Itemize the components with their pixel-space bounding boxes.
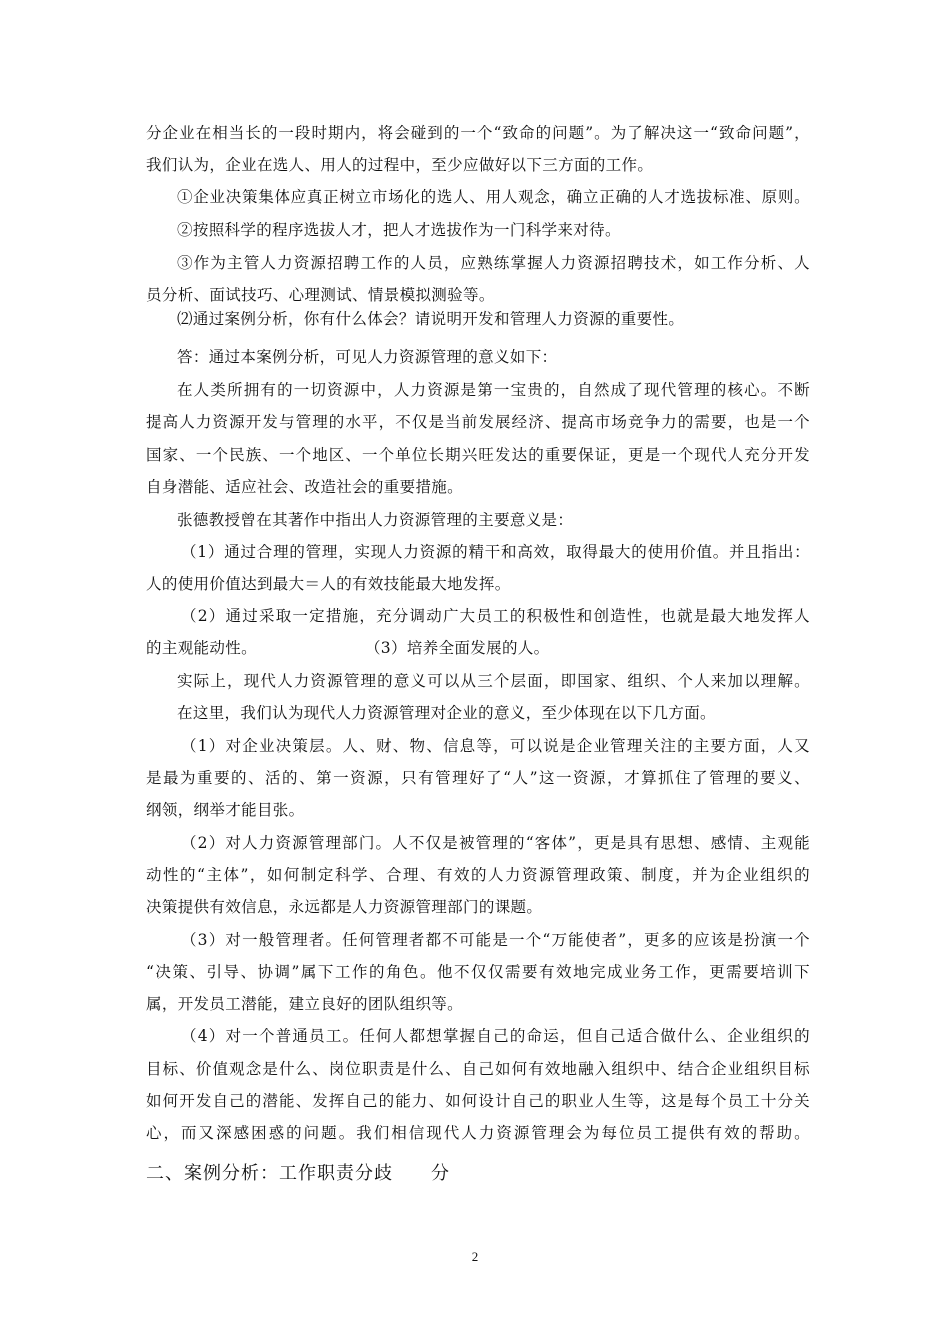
text-line: 在这里，我们认为现代人力资源管理对企业的意义，至少体现在以下几方面。 bbox=[177, 704, 716, 722]
text-line: 张德教授曾在其著作中指出人力资源管理的主要意义是： bbox=[177, 511, 574, 529]
text-line: 是最为重要的、活的、第一资源，只有管理好了“人”这一资源，才算抓住了管理的要义、 bbox=[146, 769, 810, 787]
text-line: 人的使用价值达到最大＝人的有效技能最大地发挥。 bbox=[146, 575, 511, 593]
text-line: （1）通过合理的管理，实现人力资源的精干和高效，取得最大的使用价值。并且指出： bbox=[181, 543, 810, 561]
text-line: （2）对人力资源管理部门。人不仅是被管理的“客体”，更是具有思想、感情、主观能 bbox=[181, 834, 810, 852]
text-line: ①企业决策集体应真正树立市场化的选人、用人观念，确立正确的人才选拔标准、原则。 bbox=[177, 188, 810, 206]
text-line: 自身潜能、适应社会、改造社会的重要措施。 bbox=[146, 478, 464, 496]
text-line: 心，而又深感困惑的问题。我们相信现代人力资源管理会为每位员工提供有效的帮助。 bbox=[146, 1124, 810, 1142]
text-line: ③作为主管人力资源招聘工作的人员，应熟练掌握人力资源招聘技术，如工作分析、人 bbox=[177, 254, 810, 272]
text-line: 国家、一个民族、一个地区、一个单位长期兴旺发达的重要保证，更是一个现代人充分开发 bbox=[146, 446, 810, 464]
text-line: 实际上，现代人力资源管理的意义可以从三个层面，即国家、组织、个人来加以理解。 bbox=[177, 672, 810, 690]
answer-line: 答：通过本案例分析，可见人力资源管理的意义如下： bbox=[177, 348, 558, 366]
text-line: 提高人力资源开发与管理的水平，不仅是当前发展经济、提高市场竞争力的需要，也是一个 bbox=[146, 413, 810, 431]
text-fragment: 的主观能动性。 bbox=[146, 639, 257, 657]
text-line: ②按照科学的程序选拔人才，把人才选拔作为一门科学来对待。 bbox=[177, 221, 621, 239]
text-line: 如何开发自己的潜能、发挥自己的能力、如何设计自己的职业人生等，这是每个员工十分关 bbox=[146, 1092, 810, 1110]
text-line: 纲领，纲举才能目张。 bbox=[146, 801, 305, 819]
text-line: （1）对企业决策层。人、财、物、信息等，可以说是企业管理关注的主要方面，人又 bbox=[181, 737, 810, 755]
text-line: （4）对一个普通员工。任何人都想掌握自己的命运，但自己适合做什么、企业组织的 bbox=[181, 1027, 810, 1045]
text-line: 在人类所拥有的一切资源中，人力资源是第一宝贵的，自然成了现代管理的核心。不断 bbox=[177, 381, 810, 399]
text-line: 分企业在相当长的一段时期内，将会碰到的一个“致命的问题”。为了解决这一“致命问题”， bbox=[146, 124, 810, 142]
text-line bbox=[146, 637, 810, 659]
text-line: （3）对一般管理者。任何管理者都不可能是一个“万能使者”，更多的应该是扮演一个 bbox=[181, 931, 810, 949]
text-line: 目标、价值观念是什么、岗位职责是什么、自己如何有效地融入组织中、结合企业组织目标 bbox=[146, 1060, 810, 1078]
text-fragment: （3）培养全面发展的人。 bbox=[364, 639, 550, 657]
section-heading: 二、案例分析：工作职责分歧 分 bbox=[146, 1163, 450, 1184]
text-line: “决策、引导、协调”属下工作的角色。他不仅仅需要有效地完成业务工作，更需要培训下 bbox=[146, 963, 810, 981]
text-line: （2）通过采取一定措施，充分调动广大员工的积极性和创造性，也就是最大地发挥人 bbox=[181, 607, 810, 625]
text-line: 我们认为，企业在选人、用人的过程中，至少应做好以下三方面的工作。 bbox=[146, 156, 654, 174]
text-line: 决策提供有效信息，永远都是人力资源管理部门的课题。 bbox=[146, 898, 543, 916]
question-line: ⑵通过案例分析，你有什么体会？请说明开发和管理人力资源的重要性。 bbox=[177, 310, 685, 328]
text-line: 属，开发员工潜能，建立良好的团队组织等。 bbox=[146, 995, 464, 1013]
text-line: 员分析、面试技巧、心理测试、情景模拟测验等。 bbox=[146, 286, 495, 304]
text-line: 动性的“主体”，如何制定科学、合理、有效的人力资源管理政策、制度，并为企业组织的 bbox=[146, 866, 810, 884]
page-number: 2 bbox=[471, 1249, 479, 1264]
